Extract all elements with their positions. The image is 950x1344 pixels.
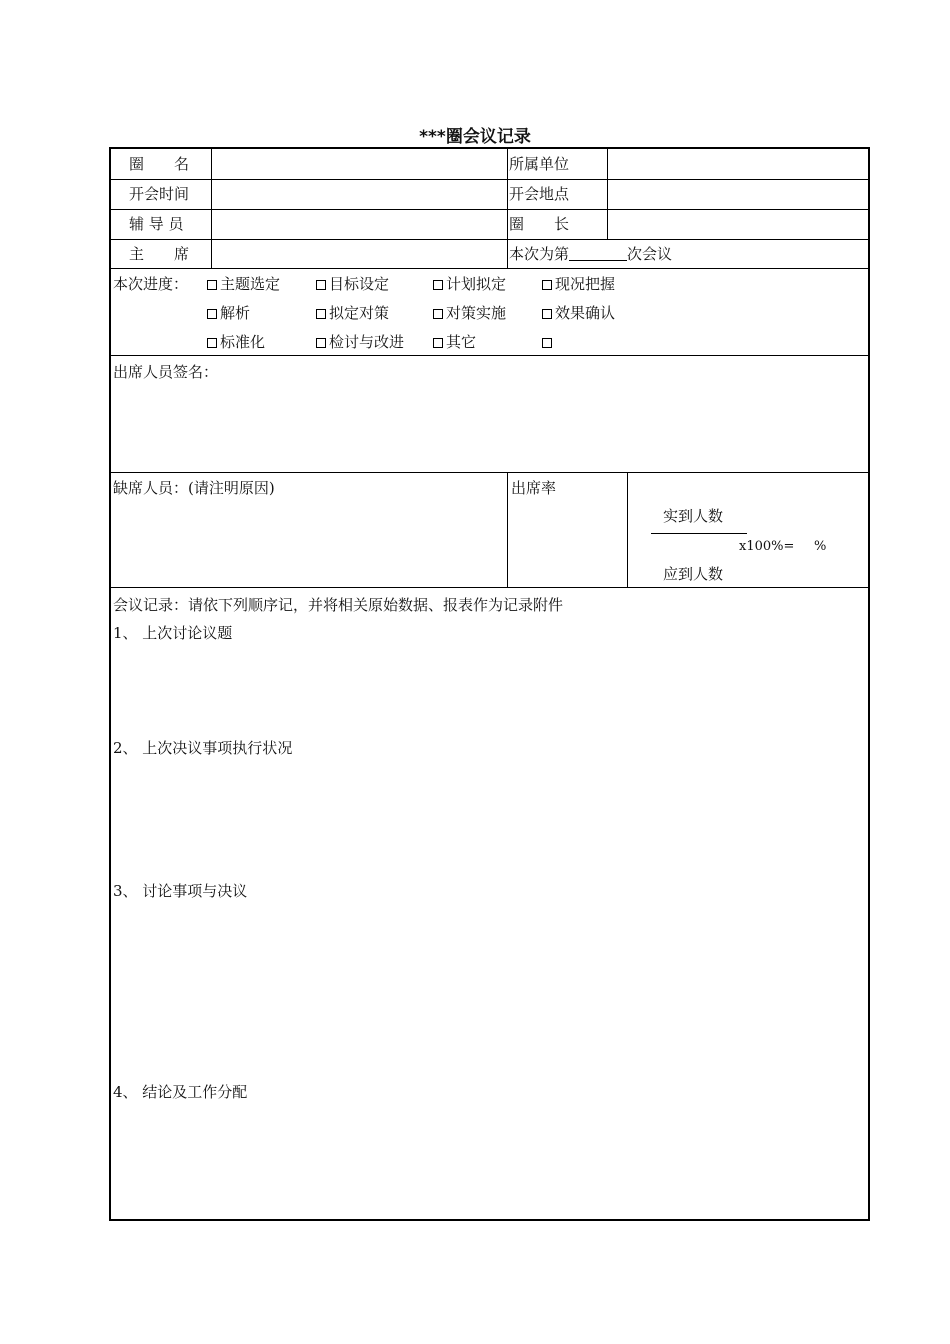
column-divider [211, 149, 212, 268]
column-divider [507, 472, 508, 587]
circle-name-label: 圈 名 [129, 155, 190, 173]
expected-count-label: 应到人数 [663, 565, 724, 583]
option-standardization[interactable]: 标准化 [207, 333, 265, 351]
attendance-rate-label: 出席率 [511, 479, 557, 497]
record-item-2: 2、 上次决议事项执行状况 [113, 739, 293, 757]
option-plan-drafting[interactable]: 计划拟定 [433, 275, 506, 293]
option-blank[interactable] [542, 333, 555, 351]
attendee-signature-area[interactable] [113, 385, 866, 469]
meeting-number-suffix: 次会议 [627, 245, 673, 263]
checkbox[interactable] [542, 280, 552, 290]
circle-name-field[interactable] [213, 151, 505, 177]
row-divider [111, 179, 868, 180]
checkbox[interactable] [207, 309, 217, 319]
meeting-time-field[interactable] [213, 181, 505, 207]
circle-leader-field[interactable] [609, 211, 866, 237]
checkbox[interactable] [433, 309, 443, 319]
checkbox[interactable] [316, 280, 326, 290]
option-goal-setting[interactable]: 目标设定 [316, 275, 389, 293]
record-intro: 会议记录：请依下列顺序记，并将相关原始数据、报表作为记录附件 [113, 596, 564, 614]
meeting-time-label: 开会时间 [129, 185, 190, 203]
checkbox[interactable] [433, 280, 443, 290]
meeting-number-prefix: 本次为第 [509, 245, 570, 263]
checkbox[interactable] [207, 338, 217, 348]
record-item-3: 3、 讨论事项与决议 [113, 882, 248, 900]
column-divider [607, 149, 608, 239]
column-divider [627, 472, 628, 587]
option-countermeasure-implementation[interactable]: 对策实施 [433, 304, 506, 322]
row-divider [111, 587, 868, 588]
record-area-1[interactable] [113, 646, 866, 736]
checkbox[interactable] [542, 309, 552, 319]
attended-count-label: 实到人数 [663, 507, 724, 525]
progress-label: 本次进度： [113, 275, 189, 293]
meeting-number [509, 245, 672, 263]
facilitator-field[interactable] [213, 211, 505, 237]
record-item-1: 1、 上次讨论议题 [113, 624, 233, 642]
checkbox[interactable] [316, 338, 326, 348]
chair-label: 主 席 [129, 245, 190, 263]
chair-field[interactable] [213, 241, 505, 266]
row-divider [111, 268, 868, 269]
option-countermeasure-drafting[interactable]: 拟定对策 [316, 304, 389, 322]
option-review-improvement[interactable]: 检讨与改进 [316, 333, 404, 351]
option-status-grasp[interactable]: 现况把握 [542, 275, 615, 293]
circle-leader-label: 圈 长 [509, 215, 570, 233]
row-divider [111, 472, 868, 473]
meeting-place-field[interactable] [609, 181, 866, 207]
checkbox[interactable] [207, 280, 217, 290]
page-title: ***圈会议记录 [419, 127, 531, 147]
option-effect-confirmation[interactable]: 效果确认 [542, 304, 615, 322]
multiplier-text: x100%= [739, 539, 795, 554]
record-item-4: 4、 结论及工作分配 [113, 1083, 248, 1101]
option-analysis[interactable]: 解析 [207, 304, 250, 322]
meeting-number-field[interactable] [569, 246, 627, 261]
option-other[interactable]: 其它 [433, 333, 476, 351]
row-divider [111, 355, 868, 356]
meeting-record-form [109, 147, 870, 1221]
row-divider [111, 239, 868, 240]
record-area-4[interactable] [113, 1105, 866, 1217]
record-area-2[interactable] [113, 761, 866, 879]
absent-area[interactable] [113, 501, 505, 585]
record-area-3[interactable] [113, 904, 866, 1079]
absent-label: 缺席人员：(请注明原因) [113, 479, 275, 497]
checkbox[interactable] [433, 338, 443, 348]
checkbox[interactable] [316, 309, 326, 319]
fraction-bar [651, 533, 747, 534]
column-divider [507, 149, 508, 268]
attendee-signature-label: 出席人员签名： [113, 363, 219, 381]
option-theme-selection[interactable]: 主题选定 [207, 275, 280, 293]
percent-sign: % [814, 539, 827, 554]
unit-field[interactable] [609, 151, 866, 177]
meeting-place-label: 开会地点 [509, 185, 570, 203]
checkbox[interactable] [542, 338, 552, 348]
unit-label: 所属单位 [509, 155, 570, 173]
row-divider [111, 209, 868, 210]
facilitator-label: 辅 导 员 [129, 215, 184, 233]
